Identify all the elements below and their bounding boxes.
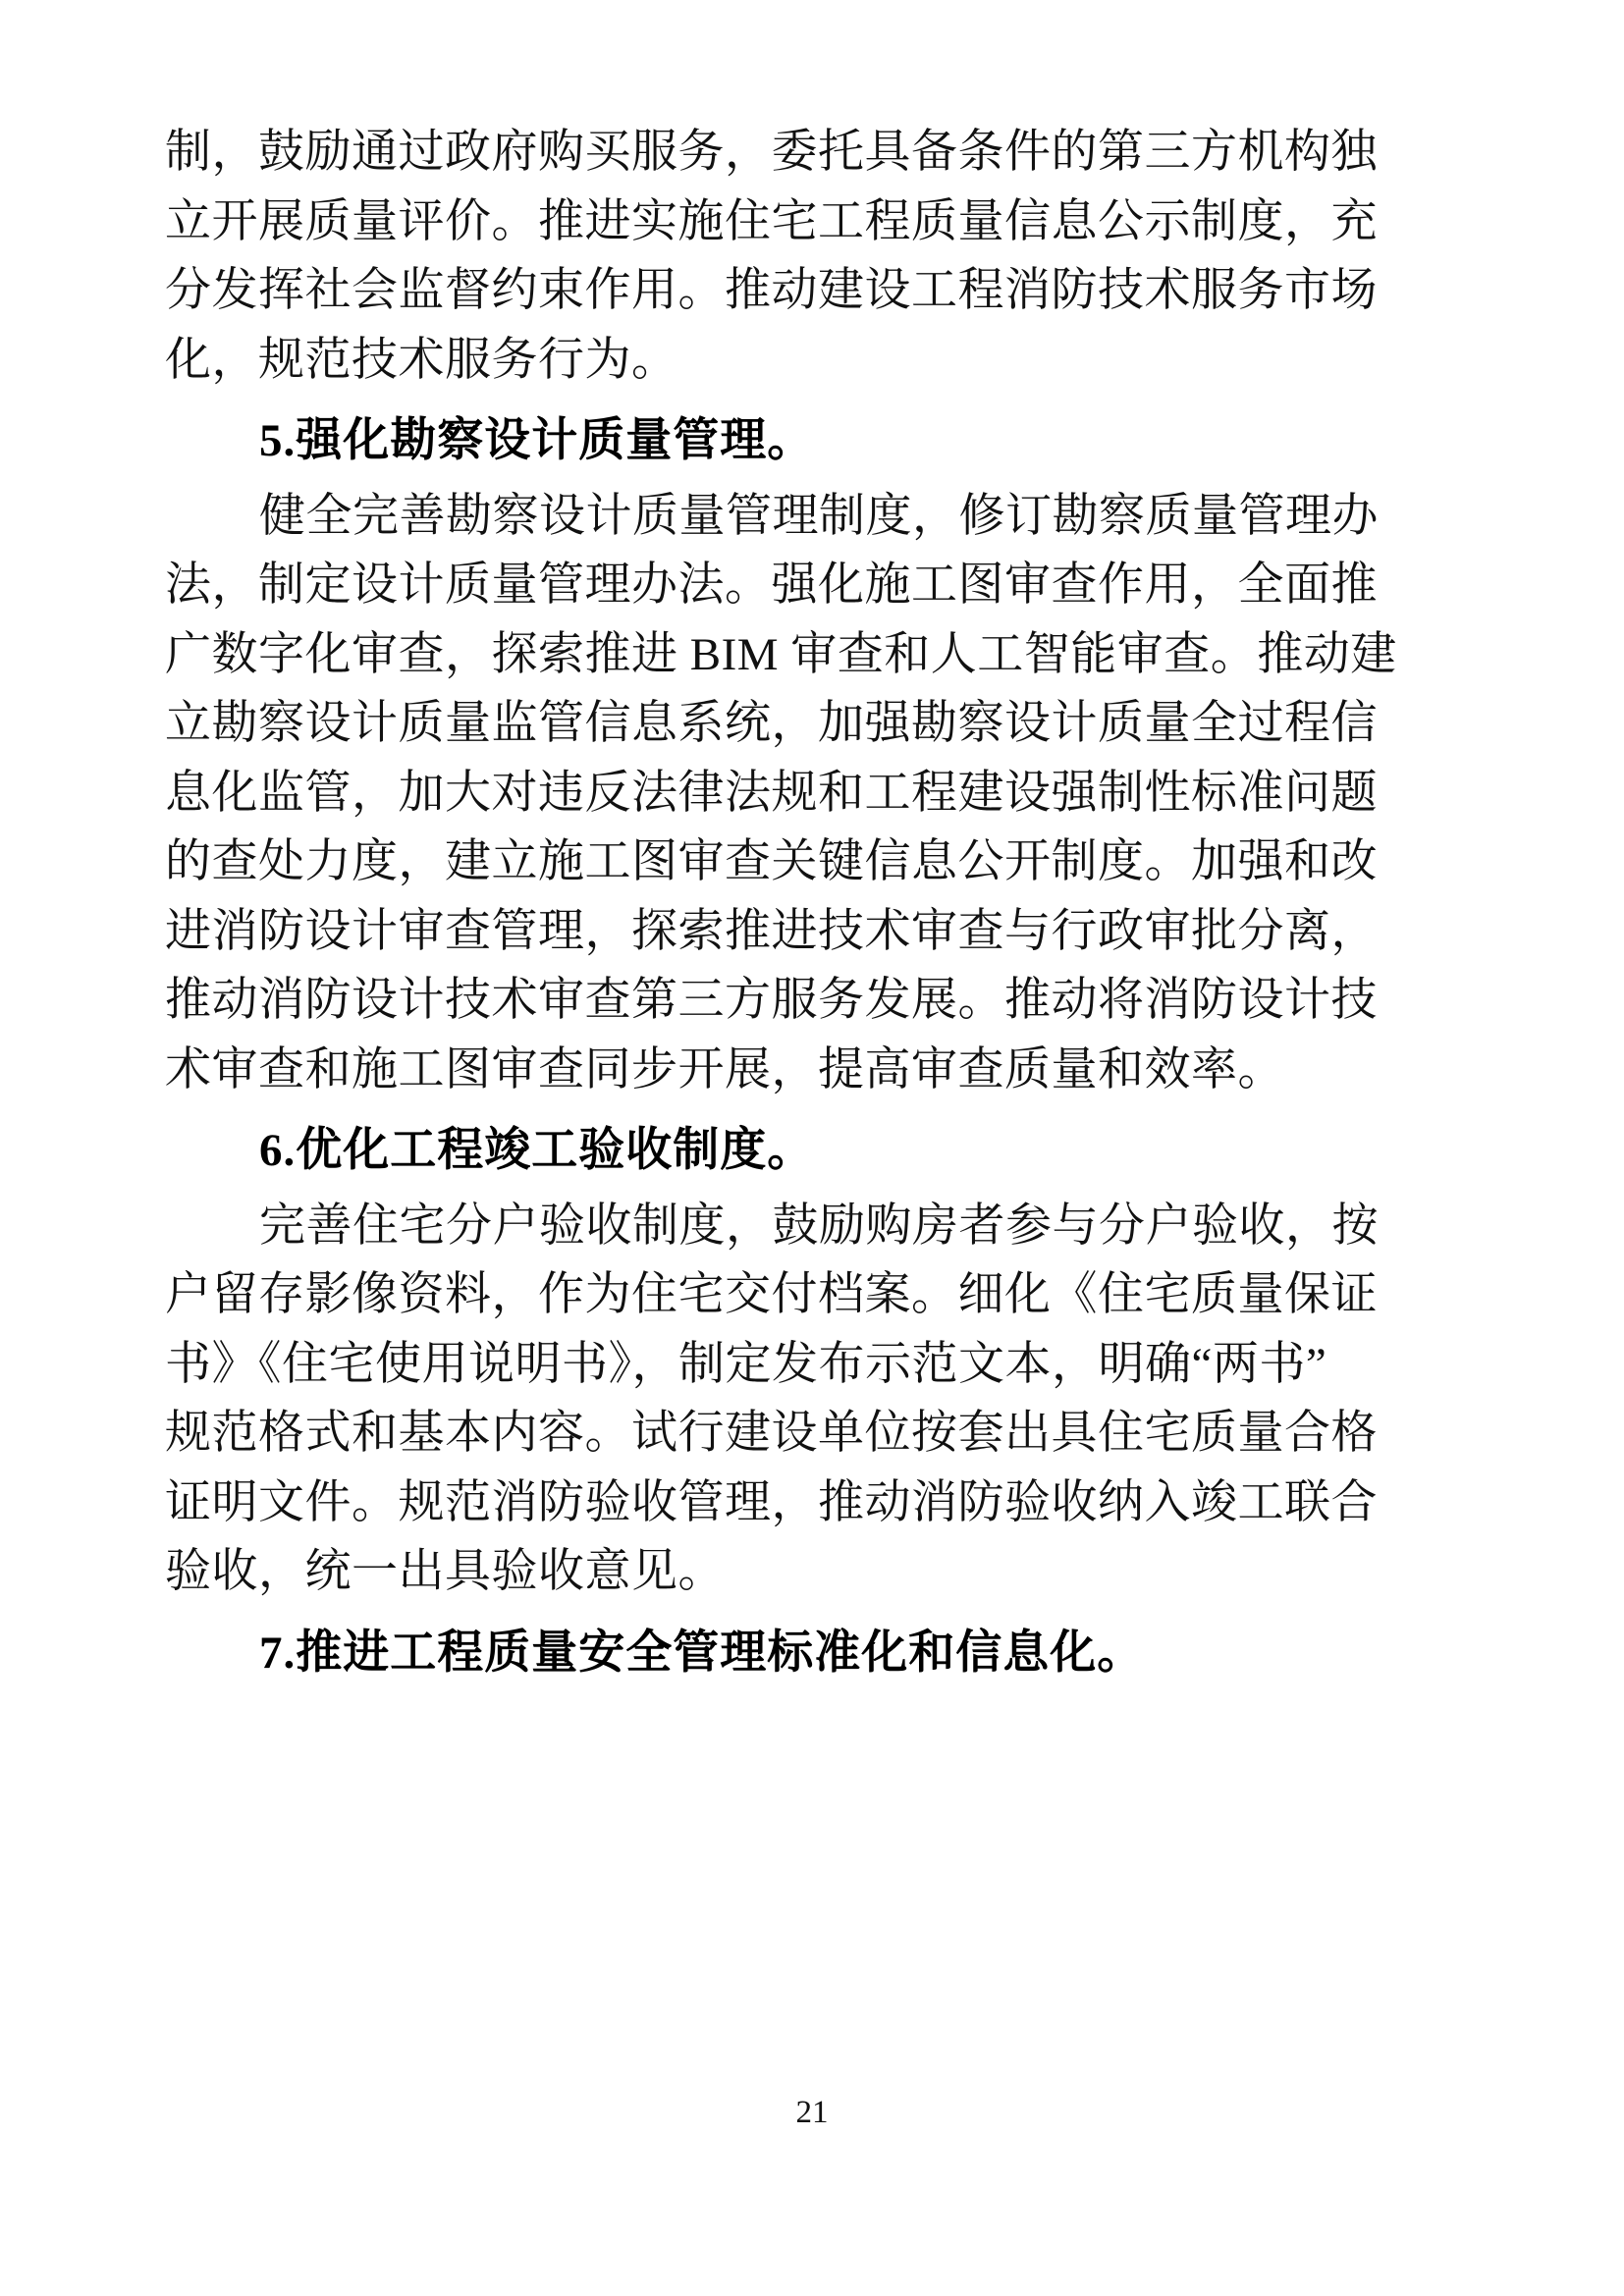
text-line: 证明文件。规范消防验收管理，推动消防验收纳入竣工联合	[165, 1476, 1378, 1528]
page-number: 21	[795, 2095, 829, 2130]
spacer	[165, 1104, 1459, 1116]
text-line: 化，规范技术服务行为。	[165, 334, 678, 386]
spacer	[165, 395, 1459, 406]
spacer	[165, 1607, 1459, 1619]
text-line: 法，制定设计质量管理办法。强化施工图审查作用，全面推	[165, 560, 1378, 611]
text-line: 广数字化审查，探索推进 BIM 审查和人工智能审查。推动建	[165, 628, 1397, 680]
text-line: 息化监管，加大对违反法律法规和工程建设强制性标准问题	[165, 767, 1378, 819]
text-line: 制，鼓励通过政府购买服务，委托具备条件的第三方机构独	[165, 127, 1378, 178]
text-line: 规范格式和基本内容。试行建设单位按套出具住宅质量合格	[165, 1408, 1378, 1459]
paragraph-continued-quality-evaluation	[165, 118, 1459, 395]
text-line: 户留存影像资料，作为住宅交付档案。细化《住宅质量保证	[165, 1269, 1378, 1320]
text-line: 立勘察设计质量监管信息系统，加强勘察设计质量全过程信	[165, 698, 1378, 749]
paragraph-survey-design-quality	[165, 482, 1459, 1105]
text-line: 的查处力度，建立施工图审查关键信息公开制度。加强和改	[165, 836, 1378, 887]
text-line: 书》《住宅使用说明书》，制定发布示范文本，明确“两书”	[165, 1338, 1327, 1390]
paragraph-completion-acceptance	[165, 1192, 1459, 1607]
text-line: 健全完善勘察设计质量管理制度，修订勘察质量管理办	[259, 490, 1379, 542]
text-line: 验收，统一出具验收意见。	[165, 1546, 725, 1597]
section-heading-5: 5.强化勘察设计质量管理。	[259, 415, 815, 466]
text-line: 立开展质量评价。推进实施住宅工程质量信息公示制度，充	[165, 195, 1378, 247]
document-body	[165, 118, 1459, 1687]
text-line: 分发挥社会监督约束作用。推动建设工程消防技术服务市场	[165, 265, 1378, 316]
text-line: 进消防设计审查管理，探索推进技术审查与行政审批分离，	[165, 905, 1378, 957]
text-line: 完善住宅分户验收制度，鼓励购房者参与分户验收，按	[259, 1200, 1379, 1252]
text-line: 推动消防设计技术审查第三方服务发展。推动将消防设计技	[165, 975, 1378, 1026]
section-heading-7: 7.推进工程质量安全管理标准化和信息化。	[259, 1627, 1145, 1679]
section-heading-6: 6.优化工程竣工验收制度。	[259, 1125, 815, 1176]
text-line: 术审查和施工图审查同步开展，提高审查质量和效率。	[165, 1043, 1284, 1095]
